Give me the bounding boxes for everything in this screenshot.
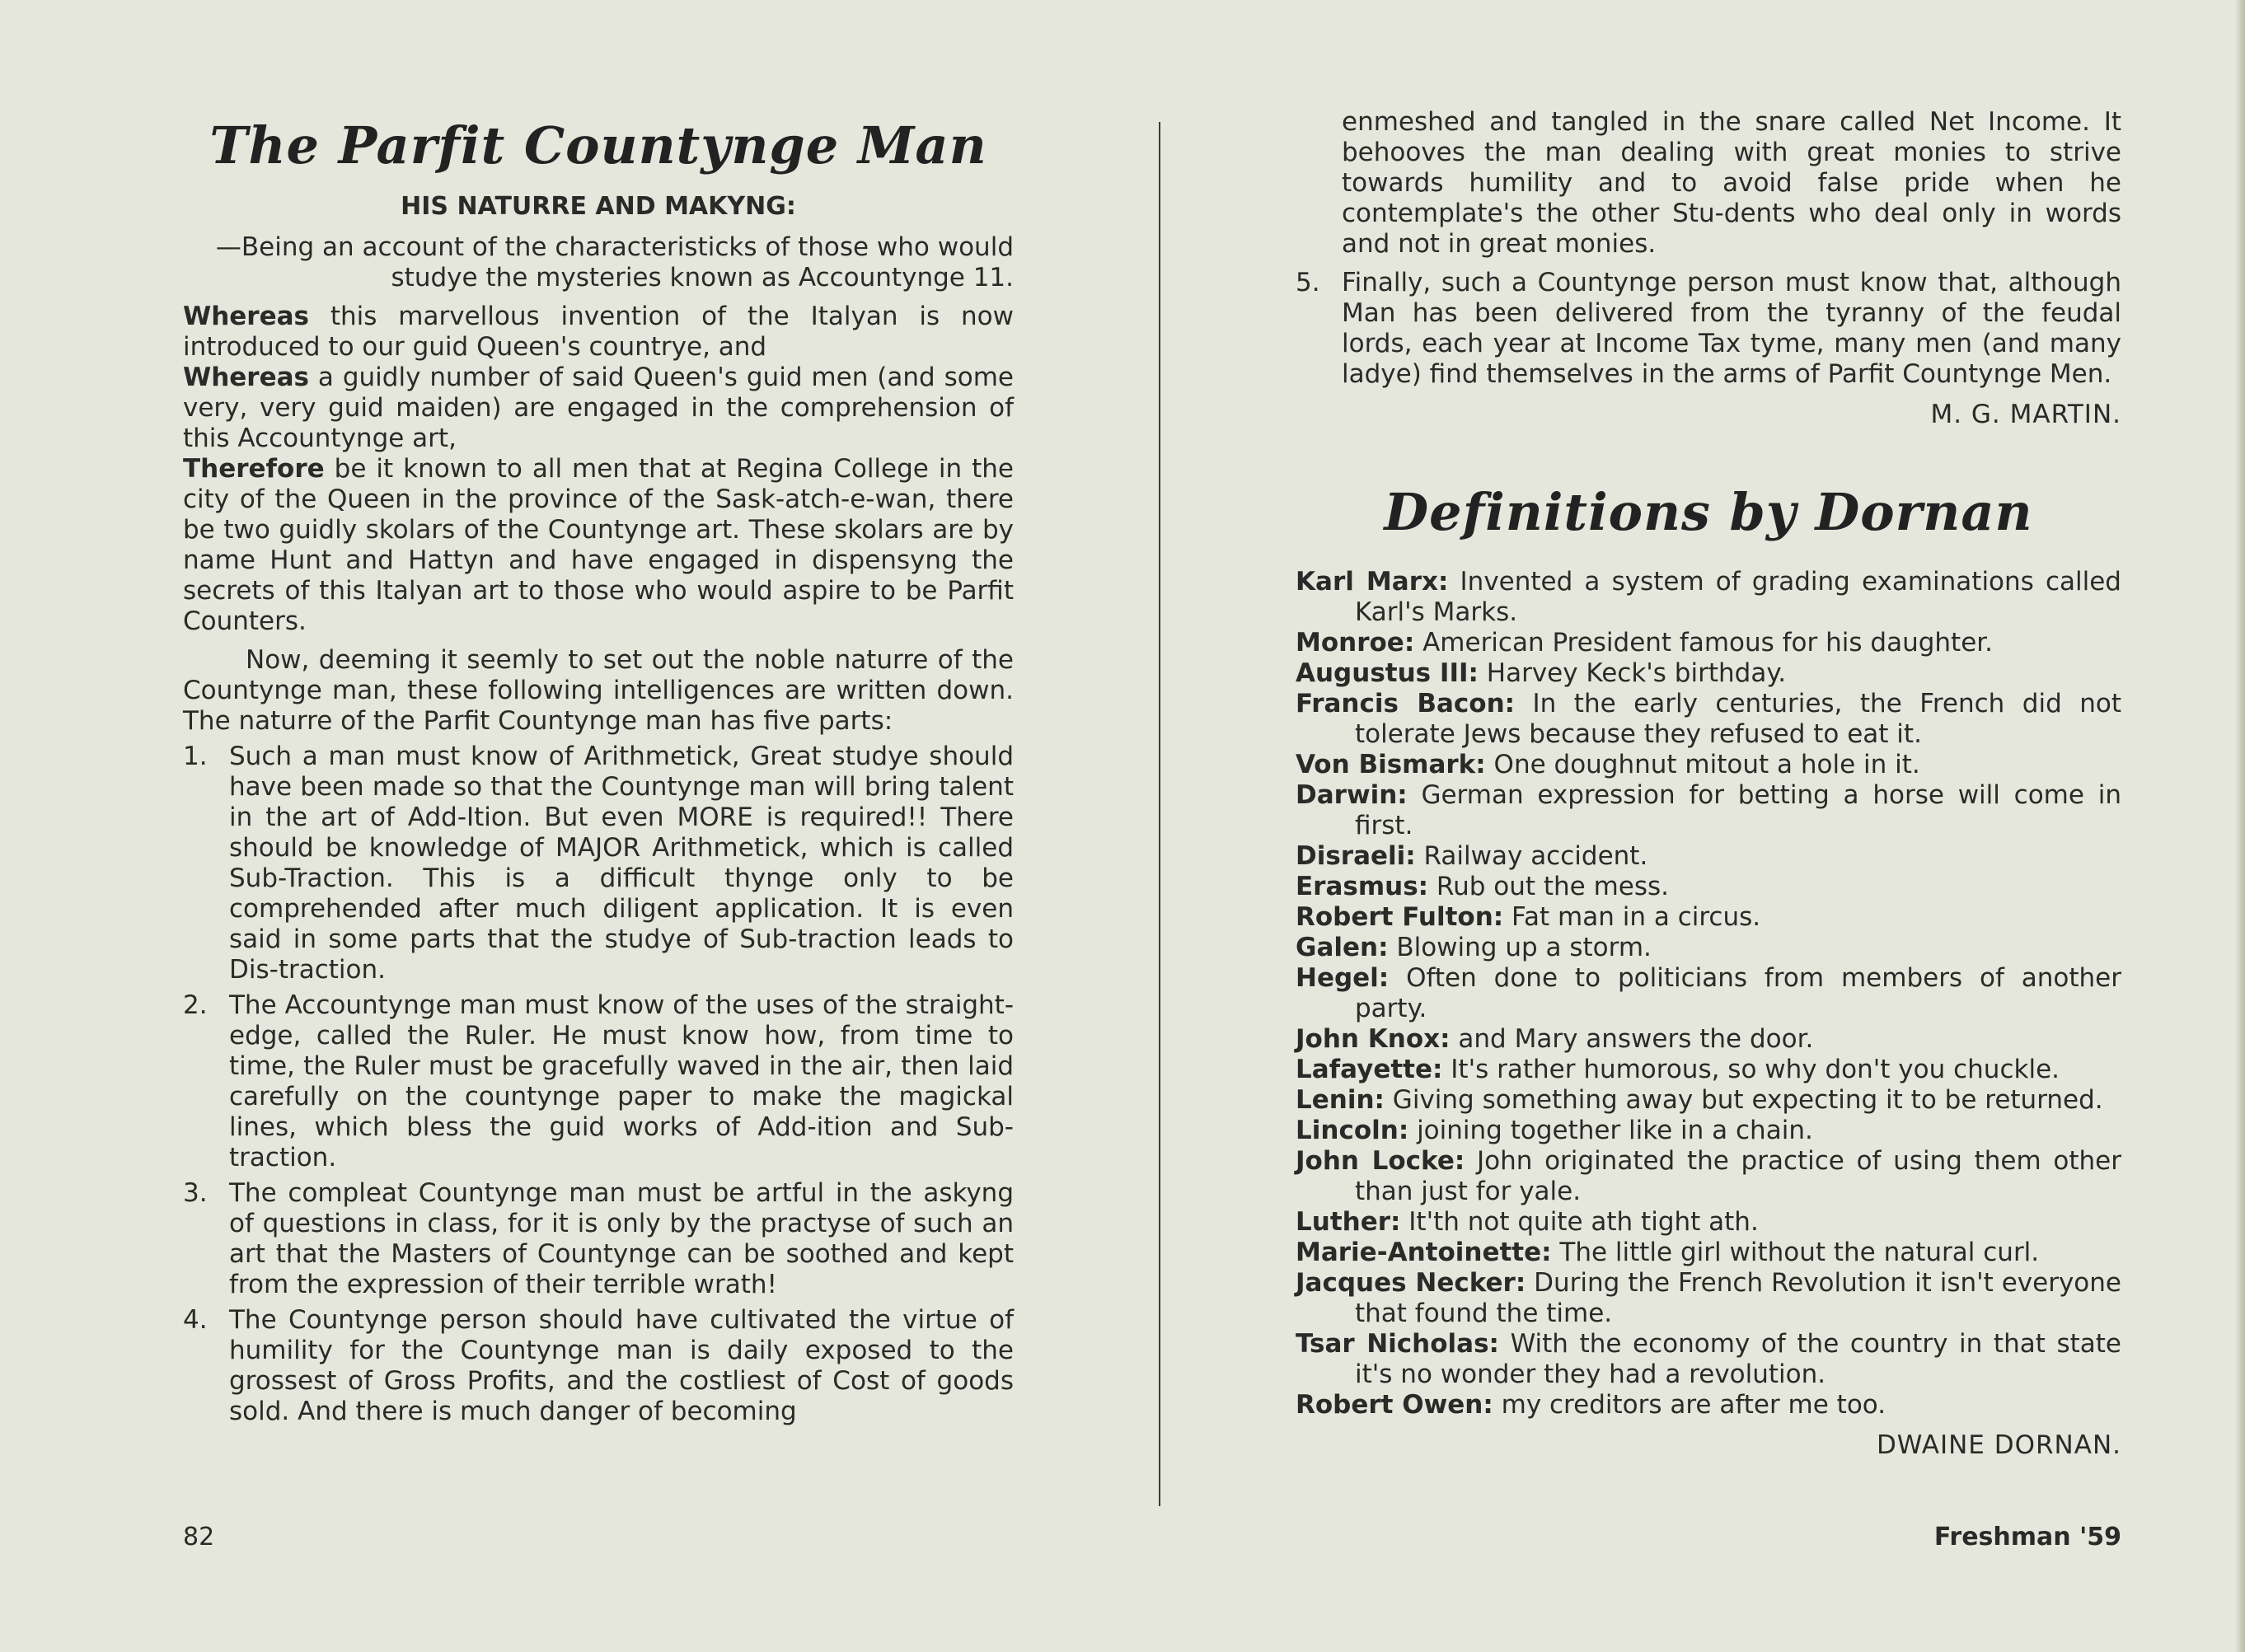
- item-number: 5.: [1296, 268, 1320, 297]
- definition-entry: [1296, 1085, 2121, 1116]
- list-item: [183, 742, 1014, 985]
- definition-text: Fat man in a circus.: [1503, 902, 1761, 932]
- definition-term: Lenin:: [1296, 1085, 1385, 1115]
- parts-list-continued: [1296, 268, 2121, 390]
- definition-term: John Knox:: [1296, 1024, 1451, 1054]
- definition-term: Hegel:: [1296, 963, 1390, 993]
- page-number: 82: [183, 1523, 215, 1551]
- definition-text: Blowing up a storm.: [1388, 933, 1652, 962]
- item-number: 1.: [183, 742, 208, 771]
- definition-text: joining together like in a chain.: [1408, 1116, 1813, 1145]
- definition-term: John Locke:: [1296, 1146, 1465, 1176]
- definition-text: my creditors are after me too.: [1493, 1390, 1886, 1420]
- whereas-paragraph-2: [183, 363, 1014, 454]
- definition-text: Harvey Keck's birthday.: [1478, 658, 1787, 688]
- definition-entry: [1296, 872, 2121, 902]
- definition-term: Monroe:: [1296, 628, 1415, 658]
- definition-text: Giving something away but expecting it to be returned.: [1384, 1085, 2103, 1115]
- definition-entry: [1296, 1024, 2121, 1055]
- definition-entry: [1296, 1207, 2121, 1238]
- item-number: 4.: [183, 1305, 208, 1335]
- lead-word: Whereas: [183, 302, 309, 331]
- definition-term: Galen:: [1296, 933, 1389, 962]
- definition-entry: [1296, 1116, 2121, 1146]
- list-item: [183, 1178, 1014, 1300]
- article-intro: —Being an account of the characteristicks of those who would studye the mysteries known as Accountynge 11.: [215, 232, 1014, 292]
- paragraph-text: this marvellous invention of the Italyan is now introduced to our guid Queen's countrye, and: [183, 302, 1014, 362]
- item-text: The Countynge person should have cultivated the virtue of humility for the Countynge man is daily exposed to the grossest of Gross Profits, and the costliest of Cost of goods sold. And there is much danger of becoming: [229, 1305, 1014, 1426]
- item-number: 3.: [183, 1178, 208, 1208]
- therefore-paragraph: [183, 454, 1014, 637]
- parts-list: [183, 742, 1014, 1427]
- definition-term: Lafayette:: [1296, 1055, 1443, 1084]
- definition-entry: [1296, 780, 2121, 841]
- definition-text: American President famous for his daughter.: [1414, 628, 1994, 658]
- definition-entry: [1296, 841, 2121, 872]
- paragraph-text: be it known to all men that at Regina College in the city of the Queen in the province of the Sask-atch-e-wan, there be two guidly skolars of the Countynge art. These skolars are by name Hunt and Hattyn and have engaged in dispensyng the secrets of this Italyan art to those who would aspire to be Parfit Counters.: [183, 454, 1014, 636]
- definition-term: Augustus III:: [1296, 658, 1479, 688]
- footer-label: Freshman '59: [1933, 1523, 2121, 1551]
- paragraph-text: a guidly number of said Queen's guid men (and some very, very guid maiden) are engaged in the comprehension of this Accountynge art,: [183, 363, 1014, 453]
- item-text: The compleat Countynge man must be artful in the askyng of questions in class, for it is only by the practyse of such an art that the Masters of Countynge can be soothed and kept from the expression of their terrible wrath!: [229, 1178, 1014, 1299]
- left-column: [183, 115, 1014, 1432]
- list-item: [183, 990, 1014, 1173]
- definition-text: With the economy of the country in that state it's no wonder they had a revolution.: [1355, 1329, 2122, 1389]
- article-subhead: HIS NATURRE AND MAKYNG:: [401, 192, 796, 221]
- whereas-paragraph-1: [183, 302, 1014, 363]
- definition-entry: [1296, 658, 2121, 689]
- definition-term: Tsar Nicholas:: [1296, 1329, 1499, 1359]
- definition-text: It'th not quite ath tight ath.: [1400, 1207, 1759, 1237]
- definition-term: Von Bismark:: [1296, 750, 1486, 779]
- item-text: The Accountynge man must know of the uses of the straight-edge, called the Ruler. He must know how, from time to time, the Ruler must be gracefully waved in the air, then laid carefully on the countynge paper to make the magickal lines, which bless the guid works of Add-ition and Sub-traction.: [229, 990, 1014, 1172]
- definition-term: Luther:: [1296, 1207, 1401, 1237]
- intro-paragraph: Now, deeming it seemly to set out the noble naturre of the Countynge man, these following intelligences are written down. The naturre of the Parfit Countynge man has five parts:: [183, 645, 1014, 736]
- definition-entry: [1296, 689, 2121, 750]
- definition-text: The little girl without the natural curl.: [1551, 1238, 2040, 1267]
- definition-text: John originated the practice of using them other than just for yale.: [1355, 1146, 2121, 1206]
- definitions-list: [1296, 567, 2121, 1420]
- definition-entry: [1296, 1146, 2121, 1207]
- definition-text: Railway accident.: [1415, 841, 1648, 871]
- item-text: Such a man must know of Arithmetick, Great studye should have been made so that the Countynge man will bring talent in the art of Add-Ition. But even MORE is required!! There should be knowledge of MAJOR Arithmetick, which is called Sub-Traction. This is a difficult thynge only to be comprehended after much diligent application. It is even said in some parts that the studye of Sub-traction leads to Dis-traction.: [229, 742, 1014, 985]
- definition-text: Often done to politicians from members of another party.: [1355, 963, 2121, 1023]
- definition-term: Karl Marx:: [1296, 567, 1449, 597]
- definition-term: Lincoln:: [1296, 1116, 1409, 1145]
- definition-entry: [1296, 628, 2121, 658]
- definition-entry: [1296, 963, 2121, 1024]
- continuation-paragraph: enmeshed and tangled in the snare called Net Income. It behooves the man dealing with great monies to strive towards humility and to avoid false pride when he contemplate's the other Stu-dents who deal only in words and not in great monies.: [1342, 107, 2121, 259]
- definitions-title: Definitions by Dornan: [1384, 482, 2033, 542]
- definition-term: Disraeli:: [1296, 841, 1416, 871]
- definition-text: It's rather humorous, so why don't you chuckle.: [1442, 1055, 2060, 1084]
- definition-text: Invented a system of grading examinations called Karl's Marks.: [1355, 567, 2121, 627]
- definition-entry: [1296, 933, 2121, 963]
- article-title: The Parfit Countynge Man: [209, 115, 987, 175]
- definition-term: Jacques Necker:: [1296, 1268, 1526, 1298]
- definition-entry: [1296, 902, 2121, 933]
- definition-text: German expression for betting a horse will come in first.: [1355, 780, 2121, 840]
- definition-term: Robert Owen:: [1296, 1390, 1493, 1420]
- definition-text: Rub out the mess.: [1428, 872, 1670, 901]
- definition-entry: [1296, 1329, 2121, 1390]
- column-divider: [1159, 122, 1160, 1506]
- page-edge: [2235, 0, 2245, 1652]
- definition-entry: [1296, 567, 2121, 628]
- definition-term: Francis Bacon:: [1296, 689, 1516, 718]
- definition-term: Robert Fulton:: [1296, 902, 1504, 932]
- definition-entry: [1296, 750, 2121, 780]
- definition-text: During the French Revolution it isn't everyone that found the time.: [1355, 1268, 2121, 1328]
- item-number: 2.: [183, 990, 208, 1020]
- item-text: Finally, such a Countynge person must know that, although Man has been delivered from the tyranny of the feudal lords, each year at Income Tax tyme, many men (and many ladye) find themselves in the arms of Parfit Countynge Men.: [1342, 268, 2121, 389]
- definition-entry: [1296, 1268, 2121, 1329]
- right-column: [1296, 107, 2121, 1460]
- lead-word: Whereas: [183, 363, 309, 392]
- definition-term: Marie-Antoinette:: [1296, 1238, 1552, 1267]
- definition-term: Erasmus:: [1296, 872, 1429, 901]
- author-signature: M. G. MARTIN.: [1930, 400, 2121, 429]
- definition-entry: [1296, 1238, 2121, 1268]
- definition-text: and Mary answers the door.: [1450, 1024, 1814, 1054]
- list-item: [183, 1305, 1014, 1427]
- definition-entry: [1296, 1055, 2121, 1085]
- definition-entry: [1296, 1390, 2121, 1420]
- list-item: [1296, 268, 2121, 390]
- definition-term: Darwin:: [1296, 780, 1408, 810]
- author-signature: DWAINE DORNAN.: [1876, 1430, 2121, 1460]
- definition-text: In the early centuries, the French did not tolerate Jews because they refused to eat it.: [1355, 689, 2122, 749]
- lead-word: Therefore: [183, 454, 325, 484]
- definition-text: One doughnut mitout a hole in it.: [1485, 750, 1920, 779]
